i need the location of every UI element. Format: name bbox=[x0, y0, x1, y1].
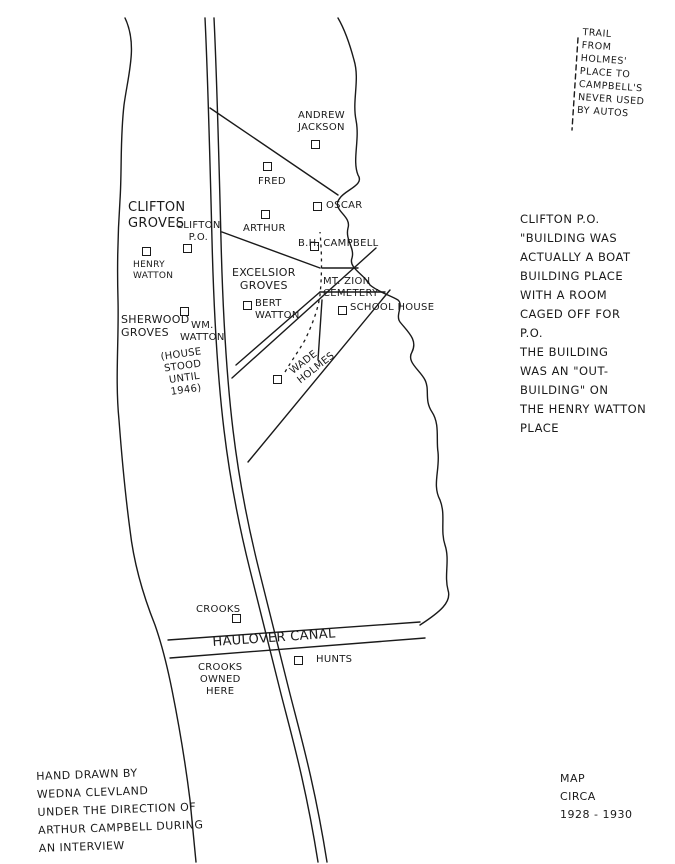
west-shoreline bbox=[117, 18, 196, 862]
label-mt-zion-cemetery: MT. ZION CEMETERY bbox=[323, 276, 379, 299]
label-school-house: SCHOOL HOUSE bbox=[350, 302, 435, 313]
building-henry-watton bbox=[142, 247, 151, 256]
credit-note: HAND DRAWN BY WEDNA CLEVLAND UNDER THE DIRECTION OF ARTHUR CAMPBELL DURING AN INTERVIEW bbox=[36, 766, 204, 855]
label-henry-watton: HENRY WATTON bbox=[133, 260, 174, 281]
label-wade-holmes: WADE HOLMES bbox=[288, 348, 337, 387]
label-andrew-jackson: ANDREW JACKSON bbox=[298, 110, 345, 133]
label-arthur: ARTHUR bbox=[243, 223, 286, 234]
date-note: MAP CIRCA 1928 - 1930 bbox=[560, 772, 633, 821]
label-bert-watton: BERT WATTON bbox=[255, 298, 300, 321]
label-crooks: CROOKS bbox=[196, 604, 241, 615]
label-oscar: OSCAR bbox=[326, 200, 363, 211]
building-bert-watton bbox=[243, 301, 252, 310]
building-school-house bbox=[338, 306, 347, 315]
building-hunts bbox=[294, 656, 303, 665]
label-hunts: HUNTS bbox=[316, 654, 353, 665]
label-clifton-po: CLIFTON P.O. bbox=[176, 220, 221, 243]
east-shoreline bbox=[337, 18, 448, 625]
building-clifton-po bbox=[183, 244, 192, 253]
clifton-po-note: CLIFTON P.O. "BUILDING WAS ACTUALLY A BOAT BUILDING PLACE WITH A ROOM CAGED OFF FOR P.O. THE BUILDING WAS AN "OUT- BUILDING" ON THE HENRY WATTON PLACE bbox=[520, 212, 647, 435]
building-arthur bbox=[261, 210, 270, 219]
label-wm-watton: WM. WATTON bbox=[180, 320, 225, 343]
building-oscar bbox=[313, 202, 322, 211]
label-sherwood-groves: SHERWOOD GROVES bbox=[121, 313, 190, 339]
building-andrew-jackson bbox=[311, 140, 320, 149]
label-bh-campbell: B.H. CAMPBELL bbox=[298, 238, 379, 249]
label-haulover-canal: HAULOVER CANAL bbox=[212, 626, 337, 650]
label-fred: FRED bbox=[258, 176, 286, 187]
building-wade-holmes bbox=[273, 375, 282, 384]
label-clifton-groves: CLIFTON GROVES bbox=[128, 200, 186, 231]
building-fred bbox=[263, 162, 272, 171]
label-house-stood: (HOUSE STOOD UNTIL 1946) bbox=[160, 346, 203, 398]
label-excelsior-groves: EXCELSIOR GROVES bbox=[232, 266, 296, 292]
trail-note: TRAIL FROM HOLMES' PLACE TO CAMPBELL'S NEVER USED BY AUTOS bbox=[576, 26, 645, 120]
label-crooks-owned: CROOKS OWNED HERE bbox=[198, 662, 243, 697]
